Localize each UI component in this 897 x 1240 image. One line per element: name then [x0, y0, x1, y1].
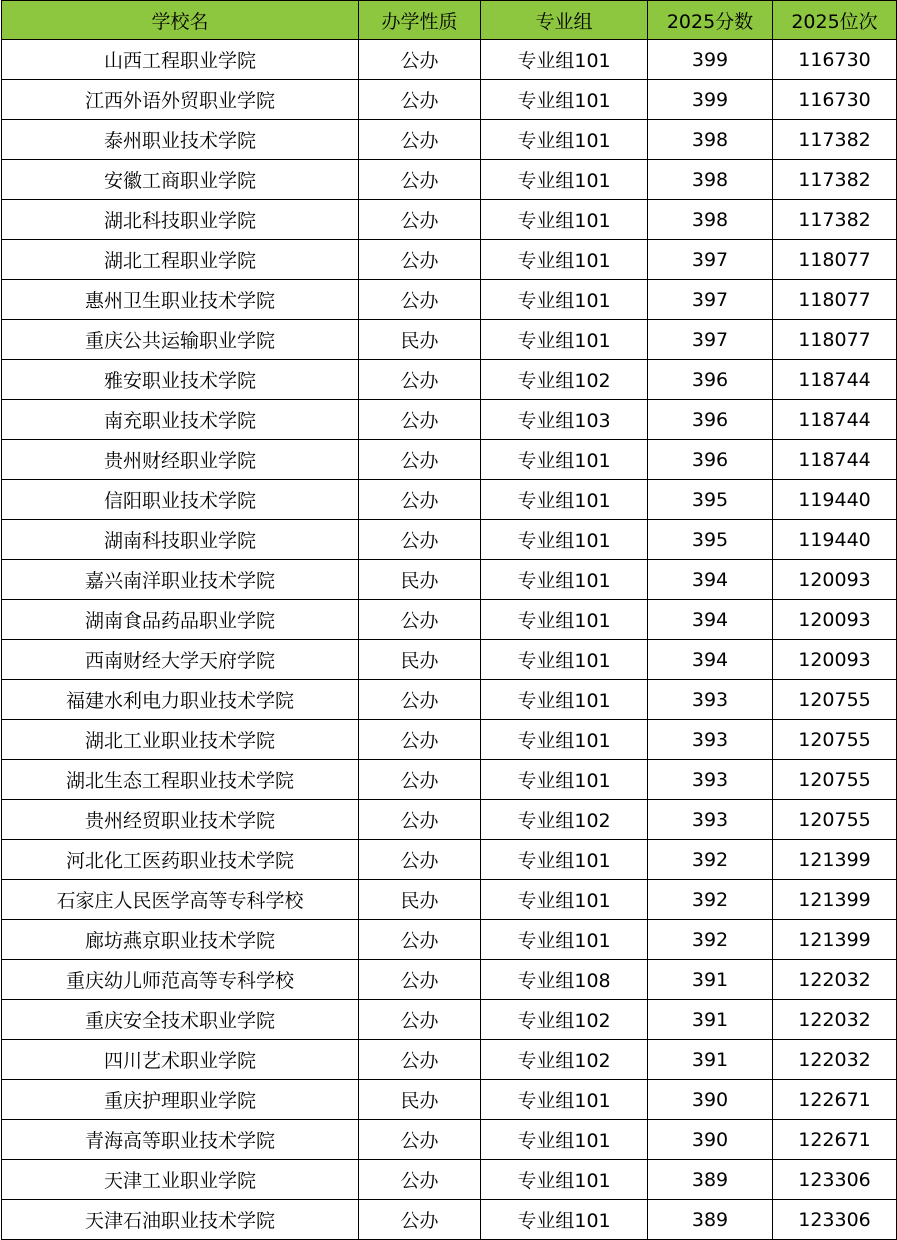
table-row — [2, 1040, 897, 1080]
major-group-cell: 专业组101 — [481, 720, 648, 760]
rank-cell: 122671 — [773, 1080, 897, 1120]
table-row — [2, 960, 897, 1000]
table-row — [2, 120, 897, 160]
rank-cell: 117382 — [773, 120, 897, 160]
header-school-name: 学校名 — [2, 1, 359, 40]
header-row — [2, 1, 897, 40]
school-name-cell: 泰州职业技术学院 — [2, 120, 359, 160]
header-score-2025: 2025分数 — [648, 1, 773, 40]
rank-cell: 116730 — [773, 80, 897, 120]
school-name-cell: 重庆安全技术职业学院 — [2, 1000, 359, 1040]
table-row — [2, 1200, 897, 1240]
table-row — [2, 720, 897, 760]
table-row — [2, 800, 897, 840]
school-type-cell: 公办 — [359, 1000, 481, 1040]
table-row — [2, 840, 897, 880]
score-cell: 391 — [648, 960, 773, 1000]
table-row — [2, 80, 897, 120]
school-name-cell: 廊坊燕京职业技术学院 — [2, 920, 359, 960]
table-row — [2, 520, 897, 560]
table-row — [2, 1080, 897, 1120]
school-name-cell: 安徽工商职业学院 — [2, 160, 359, 200]
major-group-cell: 专业组101 — [481, 480, 648, 520]
score-cell: 398 — [648, 160, 773, 200]
rank-cell: 123306 — [773, 1200, 897, 1240]
table-row — [2, 200, 897, 240]
table-row — [2, 280, 897, 320]
school-type-cell: 公办 — [359, 360, 481, 400]
score-cell: 393 — [648, 720, 773, 760]
score-cell: 396 — [648, 440, 773, 480]
major-group-cell: 专业组101 — [481, 280, 648, 320]
school-type-cell: 公办 — [359, 400, 481, 440]
rank-cell: 117382 — [773, 160, 897, 200]
major-group-cell: 专业组101 — [481, 520, 648, 560]
rank-cell: 120093 — [773, 640, 897, 680]
rank-cell: 121399 — [773, 880, 897, 920]
school-type-cell: 公办 — [359, 480, 481, 520]
school-type-cell: 公办 — [359, 80, 481, 120]
score-cell: 391 — [648, 1000, 773, 1040]
score-cell: 394 — [648, 560, 773, 600]
school-type-cell: 公办 — [359, 40, 481, 80]
rank-cell: 118077 — [773, 240, 897, 280]
school-type-cell: 民办 — [359, 880, 481, 920]
score-cell: 392 — [648, 840, 773, 880]
score-cell: 398 — [648, 120, 773, 160]
school-name-cell: 重庆幼儿师范高等专科学校 — [2, 960, 359, 1000]
major-group-cell: 专业组101 — [481, 840, 648, 880]
major-group-cell: 专业组101 — [481, 680, 648, 720]
school-name-cell: 信阳职业技术学院 — [2, 480, 359, 520]
score-cell: 398 — [648, 200, 773, 240]
score-cell: 392 — [648, 880, 773, 920]
table-row — [2, 880, 897, 920]
school-name-cell: 石家庄人民医学高等专科学校 — [2, 880, 359, 920]
major-group-cell: 专业组101 — [481, 320, 648, 360]
major-group-cell: 专业组101 — [481, 1160, 648, 1200]
school-name-cell: 河北化工医药职业技术学院 — [2, 840, 359, 880]
major-group-cell: 专业组102 — [481, 800, 648, 840]
score-cell: 389 — [648, 1200, 773, 1240]
score-cell: 389 — [648, 1160, 773, 1200]
school-type-cell: 公办 — [359, 720, 481, 760]
major-group-cell: 专业组101 — [481, 560, 648, 600]
school-name-cell: 南充职业技术学院 — [2, 400, 359, 440]
school-name-cell: 重庆公共运输职业学院 — [2, 320, 359, 360]
rank-cell: 118744 — [773, 440, 897, 480]
score-cell: 396 — [648, 360, 773, 400]
school-name-cell: 嘉兴南洋职业技术学院 — [2, 560, 359, 600]
rank-cell: 118077 — [773, 280, 897, 320]
table-row — [2, 320, 897, 360]
major-group-cell: 专业组101 — [481, 160, 648, 200]
school-name-cell: 湖南科技职业学院 — [2, 520, 359, 560]
school-type-cell: 公办 — [359, 800, 481, 840]
school-type-cell: 公办 — [359, 680, 481, 720]
rank-cell: 117382 — [773, 200, 897, 240]
school-type-cell: 公办 — [359, 440, 481, 480]
score-cell: 390 — [648, 1080, 773, 1120]
score-cell: 397 — [648, 240, 773, 280]
school-type-cell: 公办 — [359, 240, 481, 280]
school-type-cell: 公办 — [359, 1040, 481, 1080]
school-name-cell: 湖南食品药品职业学院 — [2, 600, 359, 640]
table-row — [2, 480, 897, 520]
school-type-cell: 公办 — [359, 520, 481, 560]
school-name-cell: 湖北工业职业技术学院 — [2, 720, 359, 760]
score-cell: 397 — [648, 280, 773, 320]
score-cell: 393 — [648, 800, 773, 840]
table-row — [2, 240, 897, 280]
school-name-cell: 贵州财经职业学院 — [2, 440, 359, 480]
table-header — [2, 1, 897, 40]
major-group-cell: 专业组101 — [481, 1080, 648, 1120]
school-name-cell: 福建水利电力职业技术学院 — [2, 680, 359, 720]
school-name-cell: 湖北工程职业学院 — [2, 240, 359, 280]
table-row — [2, 1160, 897, 1200]
major-group-cell: 专业组101 — [481, 80, 648, 120]
rank-cell: 118077 — [773, 320, 897, 360]
header-rank-2025: 2025位次 — [773, 1, 897, 40]
major-group-cell: 专业组101 — [481, 880, 648, 920]
rank-cell: 119440 — [773, 480, 897, 520]
score-cell: 393 — [648, 680, 773, 720]
score-cell: 397 — [648, 320, 773, 360]
major-group-cell: 专业组101 — [481, 240, 648, 280]
table-row — [2, 40, 897, 80]
school-type-cell: 公办 — [359, 160, 481, 200]
table-body — [2, 40, 897, 1240]
table-row — [2, 440, 897, 480]
school-type-cell: 民办 — [359, 560, 481, 600]
table-row — [2, 640, 897, 680]
school-type-cell: 民办 — [359, 640, 481, 680]
rank-cell: 120755 — [773, 800, 897, 840]
school-type-cell: 公办 — [359, 120, 481, 160]
major-group-cell: 专业组101 — [481, 1200, 648, 1240]
school-name-cell: 天津工业职业学院 — [2, 1160, 359, 1200]
score-cell: 395 — [648, 480, 773, 520]
rank-cell: 122032 — [773, 1040, 897, 1080]
table-row — [2, 760, 897, 800]
school-type-cell: 公办 — [359, 760, 481, 800]
score-cell: 393 — [648, 760, 773, 800]
rank-cell: 119440 — [773, 520, 897, 560]
major-group-cell: 专业组101 — [481, 600, 648, 640]
table-row — [2, 680, 897, 720]
rank-cell: 118744 — [773, 400, 897, 440]
rank-cell: 120755 — [773, 720, 897, 760]
school-name-cell: 重庆护理职业学院 — [2, 1080, 359, 1120]
score-cell: 395 — [648, 520, 773, 560]
school-name-cell: 四川艺术职业学院 — [2, 1040, 359, 1080]
major-group-cell: 专业组101 — [481, 40, 648, 80]
major-group-cell: 专业组102 — [481, 1000, 648, 1040]
score-cell: 392 — [648, 920, 773, 960]
score-cell: 390 — [648, 1120, 773, 1160]
school-type-cell: 公办 — [359, 840, 481, 880]
major-group-cell: 专业组102 — [481, 360, 648, 400]
major-group-cell: 专业组103 — [481, 400, 648, 440]
rank-cell: 120755 — [773, 760, 897, 800]
rank-cell: 120093 — [773, 600, 897, 640]
major-group-cell: 专业组101 — [481, 200, 648, 240]
score-cell: 399 — [648, 80, 773, 120]
score-table — [1, 0, 897, 1240]
header-major-group: 专业组 — [481, 1, 648, 40]
score-cell: 399 — [648, 40, 773, 80]
school-type-cell: 公办 — [359, 1120, 481, 1160]
school-name-cell: 湖北生态工程职业技术学院 — [2, 760, 359, 800]
table-row — [2, 360, 897, 400]
rank-cell: 123306 — [773, 1160, 897, 1200]
school-type-cell: 公办 — [359, 200, 481, 240]
school-type-cell: 民办 — [359, 320, 481, 360]
school-name-cell: 雅安职业技术学院 — [2, 360, 359, 400]
major-group-cell: 专业组101 — [481, 920, 648, 960]
school-name-cell: 天津石油职业技术学院 — [2, 1200, 359, 1240]
table-row — [2, 560, 897, 600]
table-row — [2, 1120, 897, 1160]
rank-cell: 122032 — [773, 1000, 897, 1040]
score-cell: 394 — [648, 600, 773, 640]
score-cell: 394 — [648, 640, 773, 680]
major-group-cell: 专业组101 — [481, 120, 648, 160]
rank-cell: 120755 — [773, 680, 897, 720]
rank-cell: 120093 — [773, 560, 897, 600]
rank-cell: 118744 — [773, 360, 897, 400]
school-type-cell: 公办 — [359, 600, 481, 640]
table-row — [2, 160, 897, 200]
major-group-cell: 专业组102 — [481, 1040, 648, 1080]
school-name-cell: 山西工程职业学院 — [2, 40, 359, 80]
major-group-cell: 专业组101 — [481, 440, 648, 480]
rank-cell: 116730 — [773, 40, 897, 80]
table-row — [2, 600, 897, 640]
school-type-cell: 公办 — [359, 1160, 481, 1200]
school-name-cell: 西南财经大学天府学院 — [2, 640, 359, 680]
rank-cell: 121399 — [773, 920, 897, 960]
rank-cell: 122032 — [773, 960, 897, 1000]
school-name-cell: 惠州卫生职业技术学院 — [2, 280, 359, 320]
table-row — [2, 400, 897, 440]
school-name-cell: 江西外语外贸职业学院 — [2, 80, 359, 120]
school-name-cell: 湖北科技职业学院 — [2, 200, 359, 240]
major-group-cell: 专业组101 — [481, 640, 648, 680]
rank-cell: 122671 — [773, 1120, 897, 1160]
major-group-cell: 专业组101 — [481, 760, 648, 800]
rank-cell: 121399 — [773, 840, 897, 880]
table-row — [2, 1000, 897, 1040]
school-type-cell: 民办 — [359, 1080, 481, 1120]
major-group-cell: 专业组108 — [481, 960, 648, 1000]
school-name-cell: 贵州经贸职业技术学院 — [2, 800, 359, 840]
header-school-type: 办学性质 — [359, 1, 481, 40]
school-type-cell: 公办 — [359, 920, 481, 960]
school-name-cell: 青海高等职业技术学院 — [2, 1120, 359, 1160]
table-row — [2, 920, 897, 960]
major-group-cell: 专业组101 — [481, 1120, 648, 1160]
school-type-cell: 公办 — [359, 280, 481, 320]
score-cell: 396 — [648, 400, 773, 440]
school-type-cell: 公办 — [359, 960, 481, 1000]
school-type-cell: 公办 — [359, 1200, 481, 1240]
score-cell: 391 — [648, 1040, 773, 1080]
